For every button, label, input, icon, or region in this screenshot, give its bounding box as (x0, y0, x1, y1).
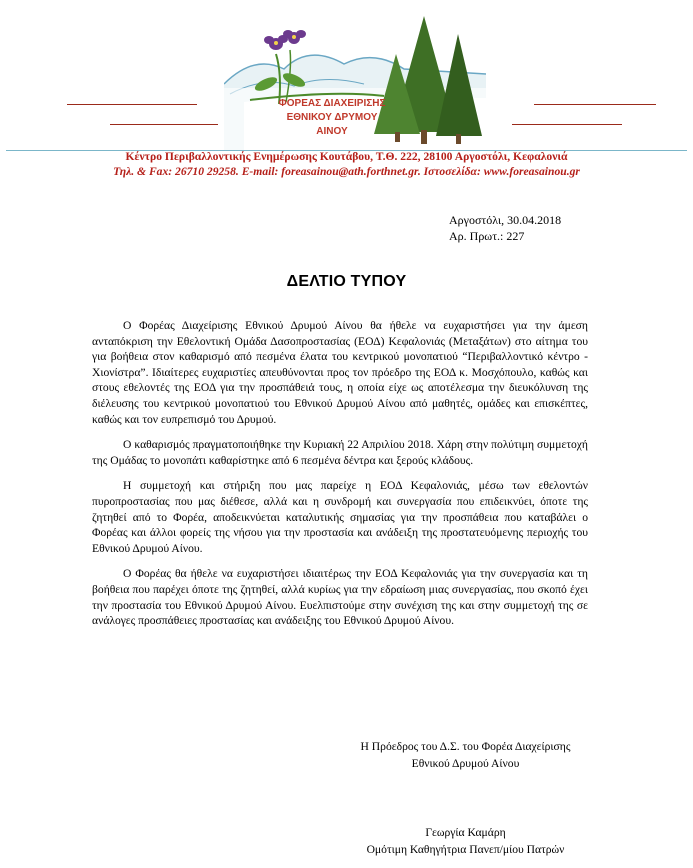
date-protocol-block (449, 212, 561, 244)
protocol-number: Αρ. Πρωτ.: 227 (449, 229, 525, 243)
contact-phone-email: Τηλ. & Fax: 26710 29258. E-mail: foreasainou@ath.forthnet.gr. Ιστοσελίδα: www.foreasainou.gr (113, 165, 580, 178)
signatory-title: Ομότιμη Καθηγήτρια Πανεπ/μίου Πατρών (366, 843, 565, 856)
paragraph-1: Ο Φορέας Διαχείρισης Εθνικού Δρυμού Αίνου θα ήθελε να ευχαριστήσει για την άμεση ανταπόκριση την Εθελοντική Ομάδα Δασοπροστασίας (ΕΟΔ) Κεφαλονιάς (Μεταξάτων) στο αίτημα του για βοήθεια στον καθαρισμό από πεσμένα έλατα του κεντρικού μονοπατιού “Περιβαλλοντικό κέντρο - Χιονίστρα”. Ιδιαίτερες ευχαριστίες απευθύνονται προς τον πρόεδρο της ΕΟΔ κ. Μοσχόπουλο, καθώς και στους εθελοντές της ΕΟΔ για την προσπάθειά τους, η οποία είχε ως αποτέλεσμα την διευκόλυνση της διέλευσης του κεντρικού μονοπατιού του Εθνικού Δρυμού Αίνου από μαθητές, ομάδες και επισκέπτες, καθώς και τον ευπρεπισμό του Δρυμού. (92, 319, 588, 426)
logo-text-line3: ΑΙΝΟΥ (316, 126, 348, 137)
signatory-name: Γεωργία Καμάρη (425, 826, 506, 839)
logo-text-line2: ΕΘΝΙΚΟΥ ΔΡΥΜΟΥ (286, 112, 378, 123)
signature-role-line1: Η Πρόεδρος του Δ.Σ. του Φορέα Διαχείρισης (360, 740, 571, 753)
organization-logo (224, 14, 486, 150)
header-rule-left-top (67, 104, 197, 105)
paragraph-3: Η συμμετοχή και στήριξη που μας παρείχε η ΕΟΔ Κεφαλονιάς, μέσω των εθελοντών πυροπροστασίας που μας διέθεσε, αλλά και η συνδρομή και συνεργασία που επιδεικνύει, όποτε της ζητηθεί από το Φορέα, αποδεικνύεται καταλυτικής σημασίας για την προσπάθεια που καταβάλει ο Φορέας και άλλοι φορείς της νήσου για την προστασία και ανάδειξη της προστατευόμενης περιοχής του Εθνικού Δρυμού Αίνου. (92, 479, 588, 555)
document-title: ΔΕΛΤΙΟ ΤΥΠΟΥ (286, 273, 407, 290)
signature-role-line2: Εθνικού Δρυμού Αίνου (411, 757, 520, 770)
logo-text-line1: ΦΟΡΕΑΣ ΔΙΑΧΕΙΡΙΣΗΣ (278, 98, 386, 109)
contact-address: Κέντρο Περιβαλλοντικής Ενημέρωσης Κουτάβου, Τ.Θ. 222, 28100 Αργοστόλι, Κεφαλονιά (125, 150, 568, 163)
signature-block (0, 824, 693, 858)
signature-role (0, 738, 693, 772)
press-release-body (92, 318, 588, 639)
document-date: Αργοστόλι, 30.04.2018 (449, 213, 562, 227)
header-rule-right-bottom (512, 124, 622, 125)
paragraph-4: Ο Φορέας θα ήθελε να ευχαριστήσει ιδιαιτέρως την ΕΟΔ Κεφαλονιάς για την συνεργασία και τη βοήθεια που παρέχει όποτε της ζητηθεί, αλλά κυρίως για την εδραίωση μιας συνεργασίας, που σκοπό έχει την προστασία του Εθνικού Δρυμού Αίνου. Ευελπιστούμε στην συνέχιση της και στην συμμετοχή της σε ανάλογες προσπάθειες προστασίας και ανάδειξης του Εθνικού Δρυμού Αίνου. (92, 567, 588, 628)
header-rule-right-top (534, 104, 656, 105)
paragraph-2: Ο καθαρισμός πραγματοποιήθηκε την Κυριακή 22 Απριλίου 2018. Χάρη στην πολύτιμη συμμετοχή της Ομάδας το μονοπάτι καθαρίστηκε από 6 πεσμένα δέντρα και ξερούς κλάδους. (92, 438, 588, 467)
header-rule-left-bottom (110, 124, 218, 125)
